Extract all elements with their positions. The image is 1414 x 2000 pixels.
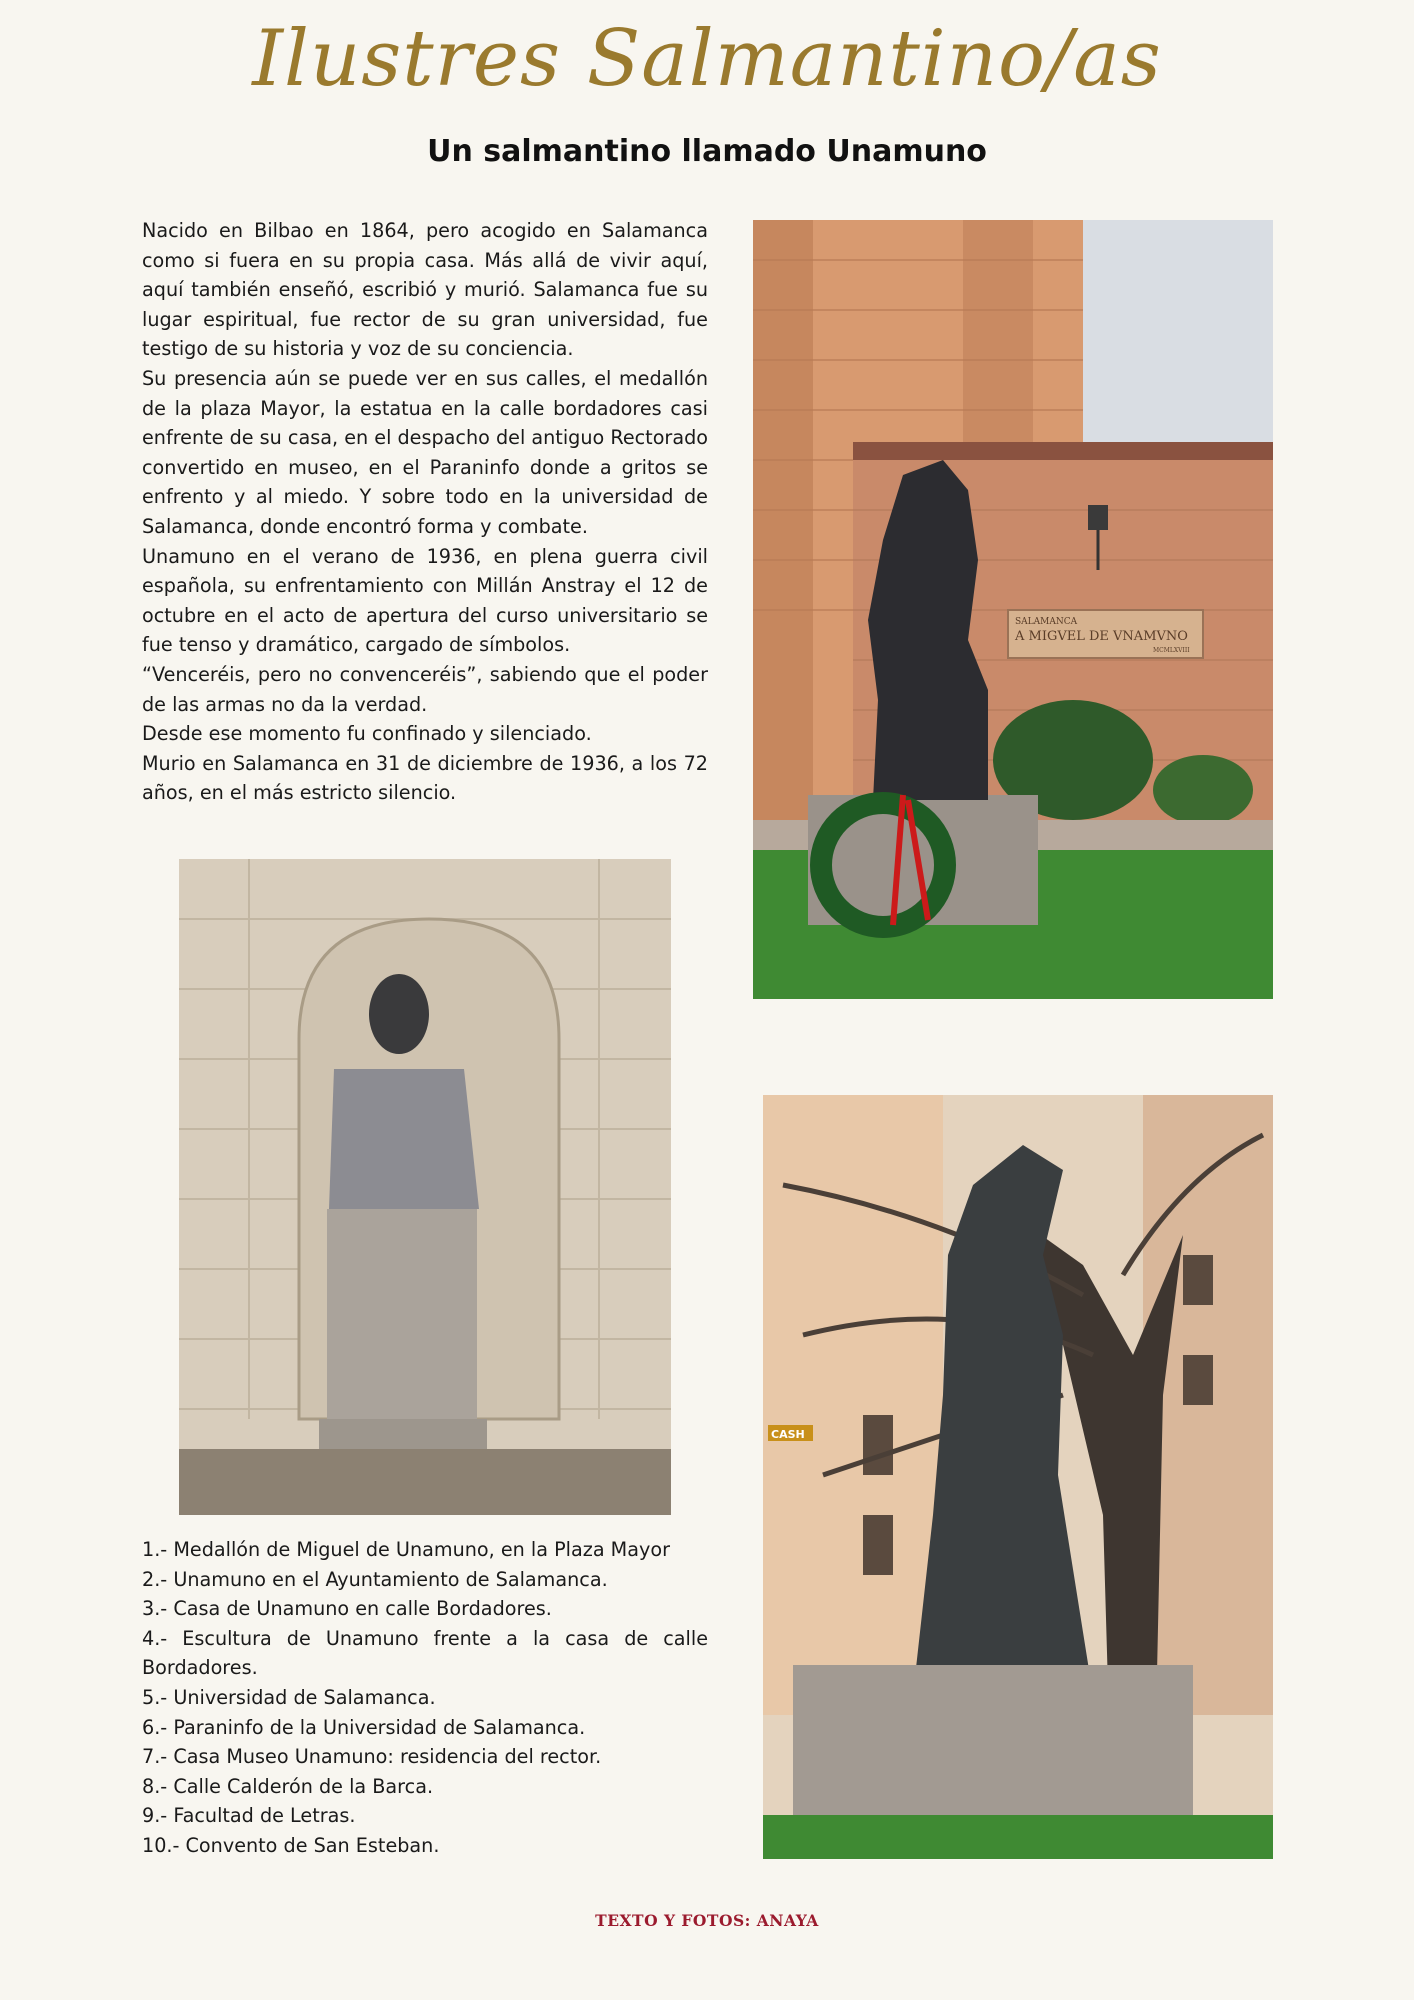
- masthead-script-title: Ilustres Salmantino/as: [252, 14, 1162, 104]
- paragraph: Nacido en Bilbao en 1864, pero acogido en Salamanca como si fuera en su propia casa. Más allá de vivir aquí, aquí también enseñó, escribió y murió. Salamanca fue su lugar espiritual, fue rector de su gran universidad, fue testigo de su historia y voz de su conciencia.: [142, 219, 708, 361]
- plaque-text-line1: SALAMANCA: [1015, 617, 1078, 627]
- photo-statue-street: [763, 1095, 1273, 1859]
- caption-item: 4.- Escultura de Unamuno frente a la casa de calle Bordadores.: [142, 1626, 708, 1680]
- photo-statue-tower: [753, 220, 1273, 999]
- caption-list: [142, 1535, 708, 1861]
- caption-item: 7.- Casa Museo Unamuno: residencia del rector.: [142, 1745, 602, 1769]
- caption-item: 9.- Facultad de Letras.: [142, 1804, 356, 1828]
- photo-credit: TEXTO Y FOTOS: ANAYA: [595, 1911, 819, 1930]
- paragraph: Su presencia aún se puede ver en sus calles, el medallón de la plaza Mayor, la estatua en la calle bordadores casi enfrente de su casa, en el despacho del antiguo Rectorado convertido en museo, en el Paraninfo donde a gritos se enfrento y al miedo. Y sobre todo en la universidad de Salamanca, donde encontró forma y combate.: [142, 366, 708, 538]
- caption-item: 5.- Universidad de Salamanca.: [142, 1685, 436, 1709]
- plaque-text-line2: A MIGVEL DE VNAMVNO: [1015, 629, 1188, 644]
- photo-bust-niche: [179, 859, 671, 1515]
- plaque-text-line3: MCMLXVIII: [1153, 647, 1190, 654]
- caption-item: 2.- Unamuno en el Ayuntamiento de Salamanca.: [142, 1567, 608, 1591]
- article-title: Un salmantino llamado Unamuno: [427, 134, 987, 169]
- caption-item: 8.- Calle Calderón de la Barca.: [142, 1774, 434, 1798]
- caption-item: 3.- Casa de Unamuno en calle Bordadores.: [142, 1597, 552, 1621]
- paragraph: Murio en Salamanca en 31 de diciembre de 1936, a los 72 años, en el más estricto silencio.: [142, 751, 708, 805]
- caption-item: 1.- Medallón de Miguel de Unamuno, en la Plaza Mayor: [142, 1538, 670, 1561]
- street-sign-text: CASH: [771, 1428, 805, 1441]
- caption-item: 10.- Convento de San Esteban.: [142, 1833, 440, 1857]
- quote-paragraph: “Venceréis, pero no convenceréis”, sabiendo que el poder de las armas no da la verdad.: [142, 662, 708, 716]
- paragraph: Desde ese momento fu confinado y silenciado.: [142, 722, 592, 746]
- paragraph: Unamuno en el verano de 1936, en plena guerra civil española, su enfrentamiento con Millán Anstray el 12 de octubre en el acto de apertura del curso universitario se fue tenso y dramático, cargado de símbolos.: [142, 544, 708, 657]
- caption-item: 6.- Paraninfo de la Universidad de Salamanca.: [142, 1715, 586, 1739]
- article-body: [142, 216, 708, 808]
